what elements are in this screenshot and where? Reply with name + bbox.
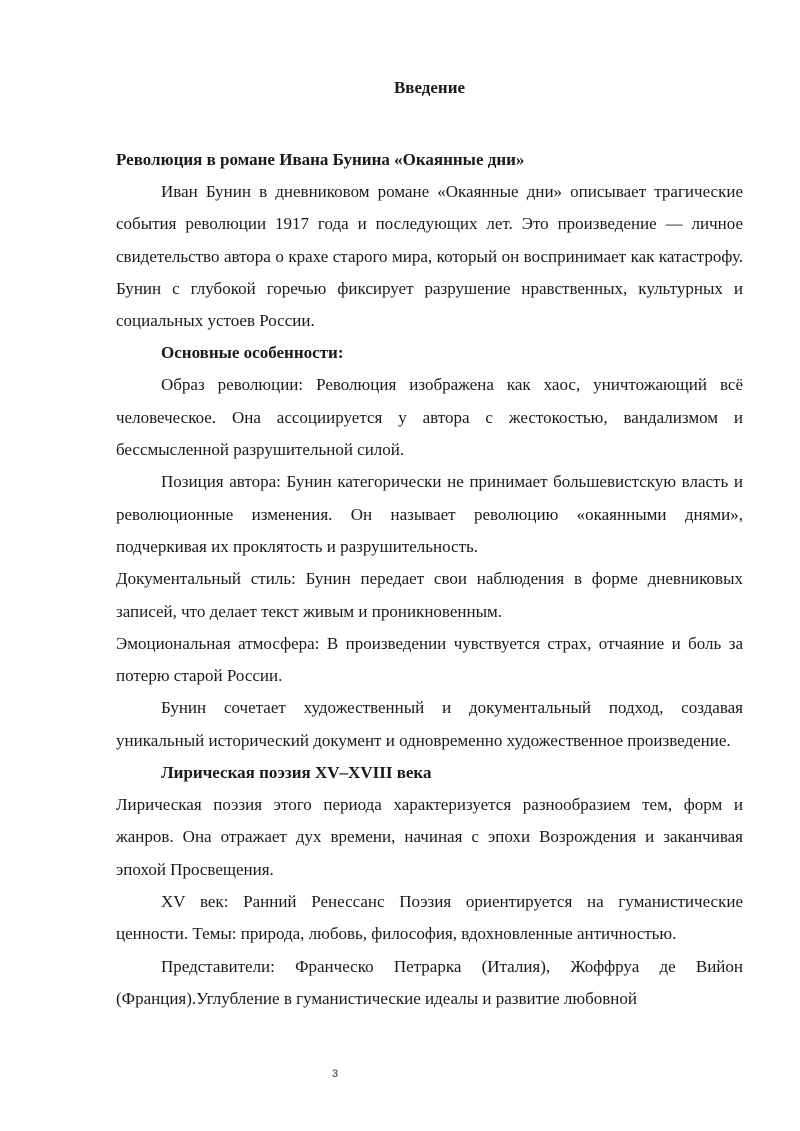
feature-style-paragraph: Документальный стиль: Бунин передает свои наблюдения в форме дневниковых записей, что делает текст живым и проникновенным. bbox=[116, 569, 743, 621]
page-title: Введение bbox=[393, 78, 466, 97]
feature-emotion-paragraph: Эмоциональная атмосфера: В произведении чувствуется страх, отчаяние и боль за потерю старой России. bbox=[116, 633, 743, 686]
section-heading-poetry: Лирическая поэзия XV–XVIII века bbox=[161, 763, 432, 783]
poetry-intro-paragraph: Лирическая поэзия этого периода характеризуется разнообразием тем, форм и жанров. Она отражает дух времени, начиная с эпохи Возрождения и заканчивая эпохой Просвещения. bbox=[116, 795, 743, 879]
intro-paragraph: Иван Бунин в дневниковом романе «Окаянные дни» описывает трагические события революции 1917 года и последующих лет. Это произведение — личное свидетельство автора о крахе старого мира, который он воспринимает как катастрофу. Бунин с глубокой горечью фиксирует разрушение нравственных, культурных и социальных устоев России. bbox=[116, 182, 743, 331]
section-heading-revolution: Революция в романе Ивана Бунина «Окаянные дни» bbox=[116, 150, 525, 169]
conclusion-paragraph: Бунин сочетает художественный и документальный подход, создавая уникальный исторический документ и одновременно художественное произведение. bbox=[116, 698, 743, 750]
document-page bbox=[116, 72, 743, 1015]
features-heading: Основные особенности: bbox=[161, 343, 344, 363]
feature-revolution-paragraph: Образ революции: Революция изображена как хаос, уничтожающий всё человеческое. Она ассоциируется у автора с жестокостью, вандализмом и бессмысленной разрушительной силой. bbox=[116, 375, 743, 460]
poetry-xv-paragraph: XV век: Ранний Ренессанс Поэзия ориентируется на гуманистические ценности. Темы: природа, любовь, философия, вдохновленные античностью. bbox=[116, 891, 743, 944]
feature-position-paragraph: Позиция автора: Бунин категорически не принимает большевистскую власть и революционные изменения. Он называет революцию «окаянными днями», подчеркивая их проклятость и разрушительность. bbox=[116, 472, 743, 556]
poetry-representatives-paragraph: Представители: Франческо Петрарка (Италия), Жоффруа де Вийон (Франция).Углубление в гуманистические идеалы и развитие любовной bbox=[116, 956, 743, 1008]
page-number: 3 bbox=[331, 1068, 339, 1080]
